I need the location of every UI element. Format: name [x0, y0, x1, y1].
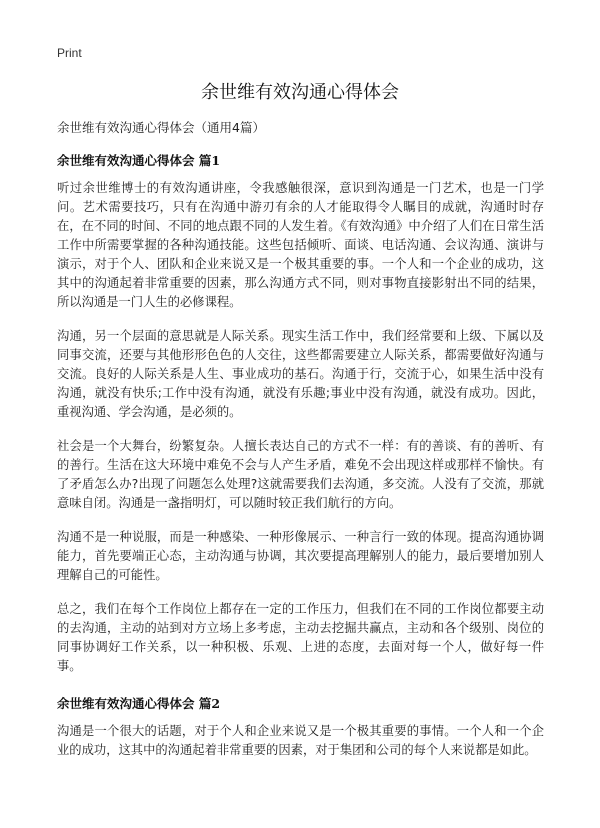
document-body	[57, 118, 544, 775]
section-heading: 余世维有效沟通心得体会 篇1	[57, 153, 221, 168]
print-link[interactable]: Print	[57, 46, 82, 60]
paragraph: 听过余世维博士的有效沟通讲座，令我感触很深，意识到沟通是一门艺术，也是一门学问。艺术需要技巧，只有在沟通中游刃有余的人才能取得令人瞩目的成就，沟通时时存在，在不同的时间、不同的地点跟不同的人发生着。《有效沟通》中介绍了人们在日常生活工作中所需要掌握的各种沟通技能。这些包括倾听、面谈、电话沟通、会议沟通、演讲与演示，对于个人、团队和企业来说又是一个极其重要的事。一个人和一个企业的成功，这其中的沟通起着非常重要的因素，那么沟通方式不同，则对事物直接影射出不同的结果，所以沟通是一门人生的必修课程。	[57, 181, 544, 309]
paragraph: 沟通是一个很大的话题，对于个人和企业来说又是一个极其重要的事情。一个人和一个企业的成功，这其中的沟通起着非常重要的因素，对于集团和公司的每个人来说都是如此。	[57, 724, 544, 757]
section-1	[57, 152, 544, 676]
paragraph: 社会是一个大舞台，纷繁复杂。人擅长表达自己的方式不一样：有的善谈、有的善听、有的善行。生活在这大环境中难免不会与人产生矛盾，难免不会出现这样或那样不愉快。有了矛盾怎么办?出现了问题怎么处理?这就需要我们去沟通，多交流。人没有了交流，那就意味自闭。沟通是一盏指明灯，可以随时较正我们航行的方向。	[57, 439, 544, 510]
paragraph: 沟通不是一种说服，而是一种感染、一种形像展示、一种言行一致的体现。提高沟通协调能力，首先要端正心态，主动沟通与协调，其次要提高理解别人的能力，最后要增加别人理解自己的可能性。	[57, 530, 544, 582]
section-2	[57, 695, 544, 760]
section-heading: 余世维有效沟通心得体会 篇2	[57, 696, 221, 711]
page-title: 余世维有效沟通心得体会	[201, 82, 399, 103]
paragraph: 总之，我们在每个工作岗位上都存在一定的工作压力，但我们在不同的工作岗位都要主动的去沟通，主动的站到对方立场上多考虑，主动去挖掘共赢点，主动和各个级别、岗位的同事协调好工作关系，以一种积极、乐观、上进的态度，去面对每一个人，做好每一件事。	[57, 602, 544, 673]
paragraph: 沟通，另一个层面的意思就是人际关系。现实生活工作中，我们经常要和上级、下属以及同事交流，还要与其他形形色色的人交往，这些都需要建立人际关系，都需要做好沟通与交流。良好的人际关系是人生、事业成功的基石。沟通于行，交流于心，如果生活中没有沟通，就没有快乐;工作中没有沟通，就没有乐趣;事业中没有沟通，就没有成功。因此，重视沟通、学会沟通，是必须的。	[57, 329, 544, 419]
document-subtitle: 余世维有效沟通心得体会（通用4篇）	[57, 120, 265, 135]
